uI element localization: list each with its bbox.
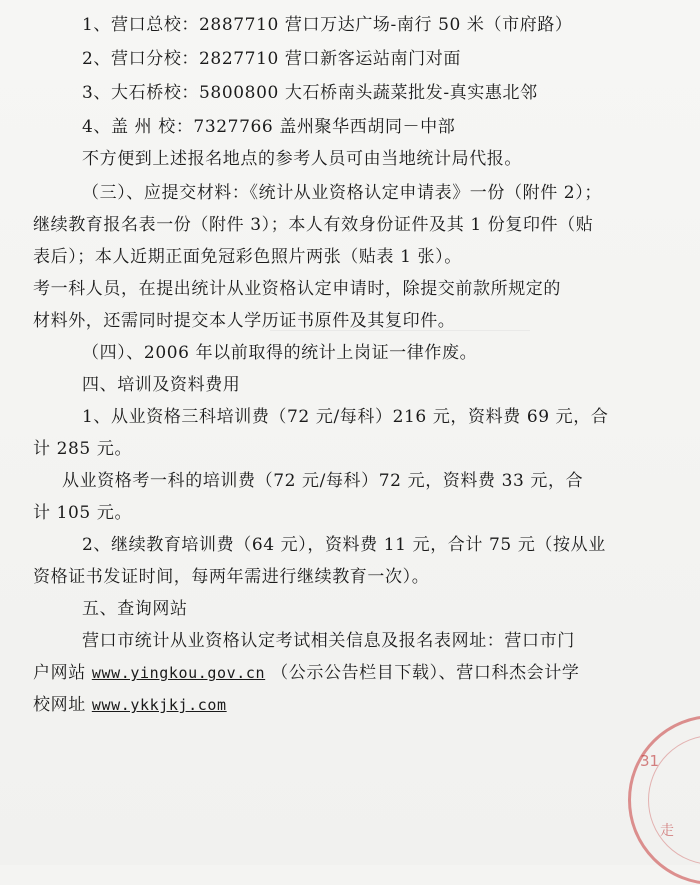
text-line-15: 从业资格考一科的培训费（72 元/每科）72 元，资料费 33 元，合	[62, 471, 584, 491]
text-line-11: （四）、2006 年以前取得的统计上岗证一律作废。	[82, 343, 478, 363]
text-line-8: 表后）；本人近期正面免冠彩色照片两张（贴表 1 张）。	[33, 247, 462, 267]
text-line-9: 考一科人员，在提出统计从业资格认定申请时，除提交前款所规定的	[33, 279, 561, 299]
text-line-16: 计 105 元。	[33, 503, 133, 523]
yingkou-gov-link[interactable]: www.yingkou.gov.cn	[91, 664, 266, 682]
text-line-2: 2、营口分校：2827710 营口新客运站南门对面	[82, 49, 461, 69]
text-line-7: 继续教育报名表一份（附件 3）；本人有效身份证件及其 1 份复印件（贴	[33, 215, 594, 235]
text-line-3: 3、大石桥校：5800800 大石桥南头蔬菜批发-真实惠北邻	[82, 83, 538, 103]
text-line-20: 营口市统计从业资格认定考试相关信息及报名表网址：营口市门	[82, 631, 575, 651]
text-line-1: 1、营口总校：2887710 营口万达广场-南行 50 米（市府路）	[82, 15, 573, 35]
text-line-5: 不方便到上述报名地点的参考人员可由当地统计局代报。	[82, 149, 522, 169]
text-line-4: 4、盖 州 校：7327766 盖州聚华西胡同－中部	[82, 117, 456, 137]
text-line-21	[33, 662, 579, 684]
text-line-6: （三）、应提交材料：《统计从业资格认定申请表》一份（附件 2）；	[82, 183, 602, 203]
text-line-22	[33, 694, 227, 716]
text-line-17: 2、继续教育培训费（64 元），资料费 11 元，合计 75 元（按从业	[82, 535, 606, 555]
stamp-mark-char: 走	[660, 823, 674, 839]
faint-background-seal	[270, 330, 530, 401]
line21-suffix: （公示公告栏目下载）、营口科杰会计学	[265, 663, 580, 683]
section-heading-websites: 五、查询网站	[82, 599, 188, 619]
line21-prefix: 户网站	[33, 663, 92, 683]
ykkjkj-link[interactable]: www.ykkjkj.com	[91, 696, 227, 714]
stamp-mark-number: 31	[640, 752, 660, 770]
line22-prefix: 校网址	[33, 695, 92, 715]
text-line-18: 资格证书发证时间，每两年需进行继续教育一次）。	[33, 567, 430, 587]
text-line-14: 计 285 元。	[33, 439, 133, 459]
text-line-13: 1、从业资格三科培训费（72 元/每科）216 元，资料费 69 元，合	[82, 407, 609, 427]
section-heading-fees: 四、培训及资料费用	[82, 375, 241, 395]
text-line-10: 材料外，还需同时提交本人学历证书原件及其复印件。	[33, 311, 456, 331]
